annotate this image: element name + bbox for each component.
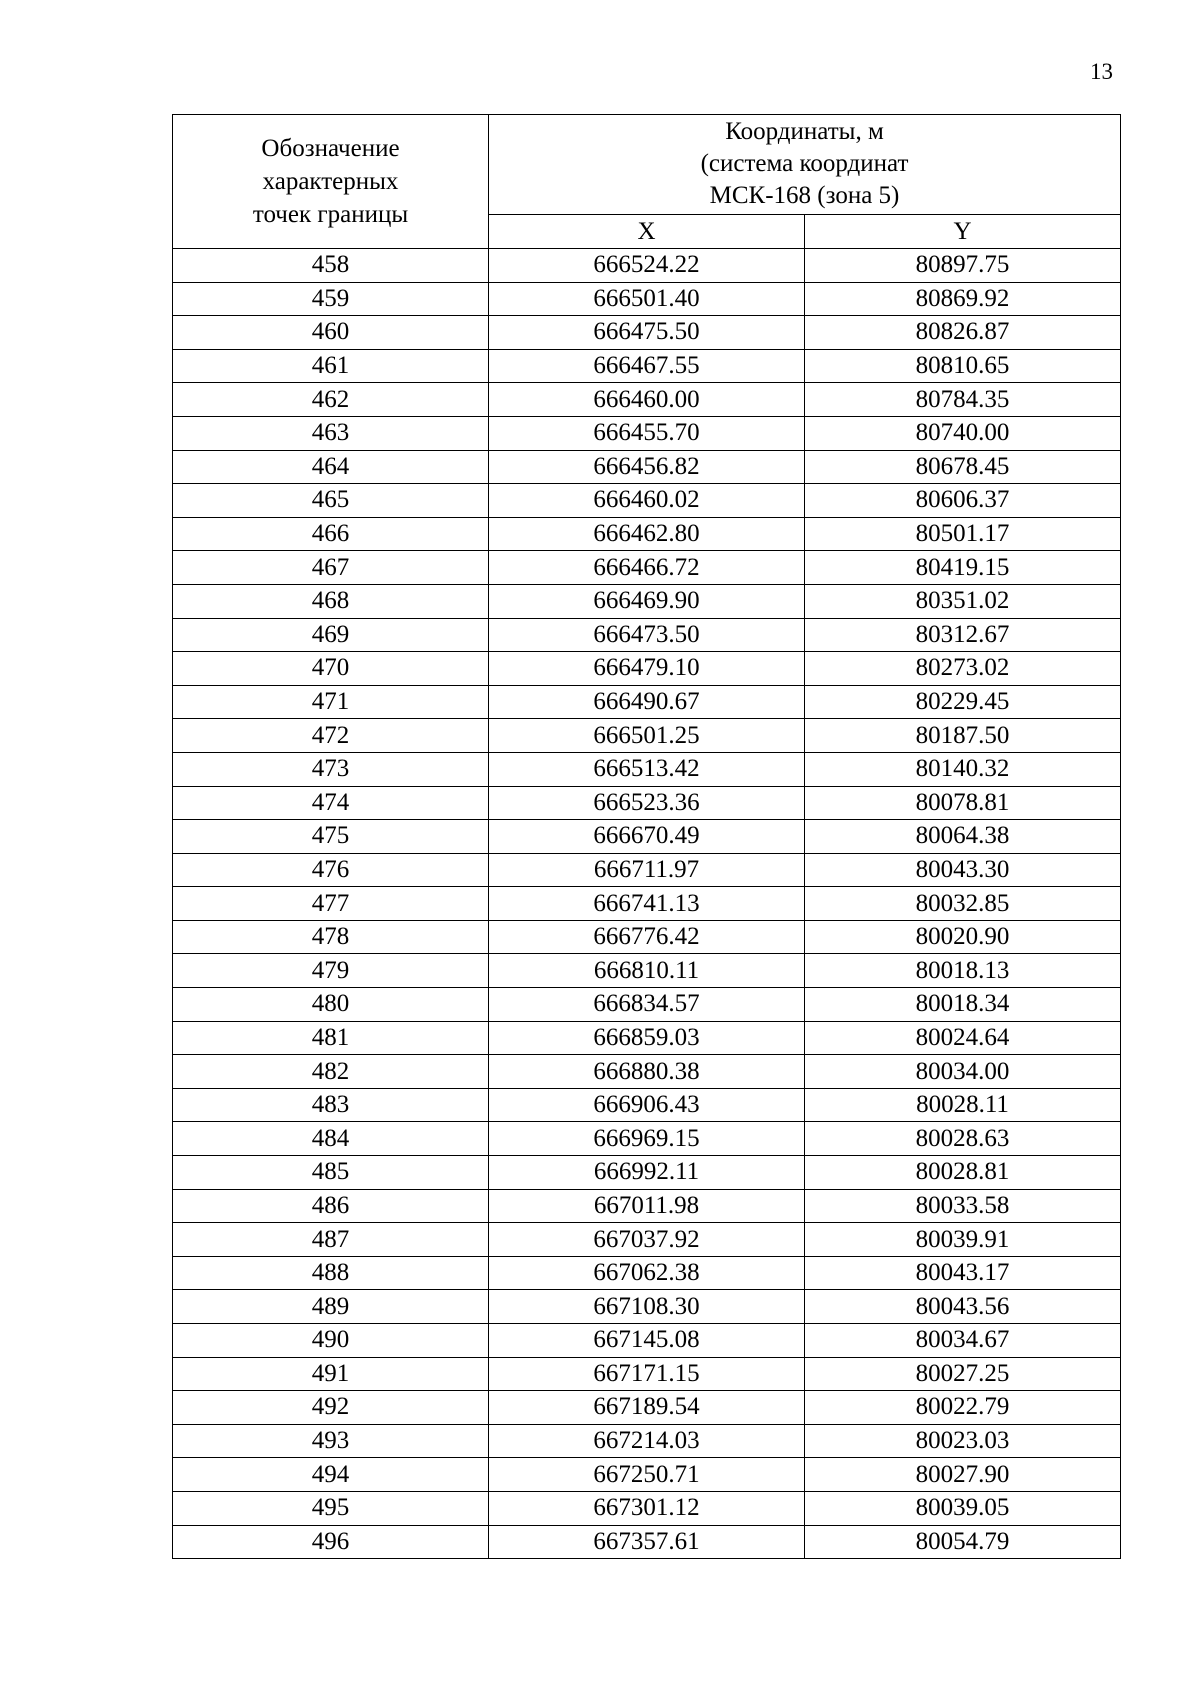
- x-coordinate-cell: 666460.00: [489, 383, 805, 417]
- table-row: [173, 282, 1121, 316]
- point-id-cell: 480: [173, 988, 489, 1022]
- point-id-cell: 475: [173, 820, 489, 854]
- table-row: [173, 517, 1121, 551]
- x-coordinate-cell: 666501.25: [489, 719, 805, 753]
- table-row: [173, 820, 1121, 854]
- x-coordinate-cell: 666523.36: [489, 786, 805, 820]
- point-id-cell: 468: [173, 584, 489, 618]
- table-row: [173, 1189, 1121, 1223]
- y-coordinate-cell: 80034.67: [805, 1324, 1121, 1358]
- x-coordinate-cell: 666906.43: [489, 1088, 805, 1122]
- x-coordinate-cell: 666513.42: [489, 752, 805, 786]
- table-row: [173, 1357, 1121, 1391]
- point-id-cell: 469: [173, 618, 489, 652]
- x-coordinate-cell: 666467.55: [489, 349, 805, 383]
- header-line: характерных: [262, 168, 399, 195]
- y-coordinate-cell: 80043.30: [805, 853, 1121, 887]
- x-coordinate-cell: 667108.30: [489, 1290, 805, 1324]
- table-row: [173, 920, 1121, 954]
- x-column-header: X: [489, 214, 805, 248]
- table-row: [173, 1156, 1121, 1190]
- table-row: [173, 685, 1121, 719]
- table-body: [173, 249, 1121, 1559]
- y-coordinate-cell: 80501.17: [805, 517, 1121, 551]
- table-row: [173, 1021, 1121, 1055]
- x-coordinate-cell: 666880.38: [489, 1055, 805, 1089]
- x-coordinate-cell: 666711.97: [489, 853, 805, 887]
- point-id-cell: 483: [173, 1088, 489, 1122]
- point-id-cell: 490: [173, 1324, 489, 1358]
- y-coordinate-cell: 80140.32: [805, 752, 1121, 786]
- table-row: [173, 484, 1121, 518]
- table-row: [173, 618, 1121, 652]
- y-coordinate-cell: 80022.79: [805, 1391, 1121, 1425]
- y-coordinate-cell: 80078.81: [805, 786, 1121, 820]
- x-coordinate-cell: 666969.15: [489, 1122, 805, 1156]
- point-id-cell: 464: [173, 450, 489, 484]
- x-coordinate-cell: 666455.70: [489, 416, 805, 450]
- point-id-cell: 473: [173, 752, 489, 786]
- y-coordinate-cell: 80869.92: [805, 282, 1121, 316]
- x-coordinate-cell: 666469.90: [489, 584, 805, 618]
- x-coordinate-cell: 666741.13: [489, 887, 805, 921]
- y-coordinate-cell: 80351.02: [805, 584, 1121, 618]
- x-coordinate-cell: 667171.15: [489, 1357, 805, 1391]
- point-id-cell: 467: [173, 551, 489, 585]
- table-row: [173, 249, 1121, 283]
- point-id-cell: 470: [173, 652, 489, 686]
- table-row: [173, 988, 1121, 1022]
- point-id-cell: 465: [173, 484, 489, 518]
- point-id-cell: 478: [173, 920, 489, 954]
- x-coordinate-cell: 666479.10: [489, 652, 805, 686]
- x-coordinate-cell: 666456.82: [489, 450, 805, 484]
- header-line: Координаты, м: [725, 118, 884, 146]
- table-row: [173, 853, 1121, 887]
- point-id-cell: 461: [173, 349, 489, 383]
- table-row: [173, 887, 1121, 921]
- point-designation-header: [173, 115, 489, 249]
- table-row: [173, 316, 1121, 350]
- point-id-cell: 488: [173, 1256, 489, 1290]
- x-coordinate-cell: 667037.92: [489, 1223, 805, 1257]
- y-coordinate-cell: 80810.65: [805, 349, 1121, 383]
- x-coordinate-cell: 666834.57: [489, 988, 805, 1022]
- x-coordinate-cell: 666776.42: [489, 920, 805, 954]
- x-coordinate-cell: 666462.80: [489, 517, 805, 551]
- point-id-cell: 466: [173, 517, 489, 551]
- x-coordinate-cell: 667301.12: [489, 1491, 805, 1525]
- table-row: [173, 1458, 1121, 1492]
- y-column-header: Y: [805, 214, 1121, 248]
- table-row: [173, 416, 1121, 450]
- point-id-cell: 472: [173, 719, 489, 753]
- table-row: [173, 1525, 1121, 1559]
- point-id-cell: 496: [173, 1525, 489, 1559]
- point-id-cell: 474: [173, 786, 489, 820]
- point-id-cell: 495: [173, 1491, 489, 1525]
- table-row: [173, 786, 1121, 820]
- x-coordinate-cell: 667062.38: [489, 1256, 805, 1290]
- y-coordinate-cell: 80897.75: [805, 249, 1121, 283]
- x-coordinate-cell: 667214.03: [489, 1424, 805, 1458]
- y-coordinate-cell: 80027.25: [805, 1357, 1121, 1391]
- point-id-cell: 460: [173, 316, 489, 350]
- table-row: [173, 1122, 1121, 1156]
- x-coordinate-cell: 666460.02: [489, 484, 805, 518]
- point-id-cell: 491: [173, 1357, 489, 1391]
- x-coordinate-cell: 666501.40: [489, 282, 805, 316]
- table-row: [173, 1324, 1121, 1358]
- x-coordinate-cell: 666859.03: [489, 1021, 805, 1055]
- y-coordinate-cell: 80032.85: [805, 887, 1121, 921]
- x-coordinate-cell: 667357.61: [489, 1525, 805, 1559]
- point-id-cell: 479: [173, 954, 489, 988]
- y-coordinate-cell: 80043.56: [805, 1290, 1121, 1324]
- point-id-cell: 485: [173, 1156, 489, 1190]
- point-id-cell: 492: [173, 1391, 489, 1425]
- y-coordinate-cell: 80039.05: [805, 1491, 1121, 1525]
- y-coordinate-cell: 80826.87: [805, 316, 1121, 350]
- y-coordinate-cell: 80419.15: [805, 551, 1121, 585]
- x-coordinate-cell: 666524.22: [489, 249, 805, 283]
- point-id-cell: 458: [173, 249, 489, 283]
- table-row: [173, 954, 1121, 988]
- table-row: [173, 1223, 1121, 1257]
- point-id-cell: 494: [173, 1458, 489, 1492]
- point-id-cell: 486: [173, 1189, 489, 1223]
- y-coordinate-cell: 80028.63: [805, 1122, 1121, 1156]
- point-id-cell: 482: [173, 1055, 489, 1089]
- header-line: МСК-168 (зона 5): [709, 182, 900, 210]
- point-id-cell: 487: [173, 1223, 489, 1257]
- table-row: [173, 1491, 1121, 1525]
- point-id-cell: 484: [173, 1122, 489, 1156]
- y-coordinate-cell: 80033.58: [805, 1189, 1121, 1223]
- table-row: [173, 1391, 1121, 1425]
- y-coordinate-cell: 80312.67: [805, 618, 1121, 652]
- x-coordinate-cell: 666810.11: [489, 954, 805, 988]
- y-coordinate-cell: 80043.17: [805, 1256, 1121, 1290]
- y-coordinate-cell: 80018.13: [805, 954, 1121, 988]
- x-coordinate-cell: 666992.11: [489, 1156, 805, 1190]
- table-row: [173, 584, 1121, 618]
- table-row: [173, 551, 1121, 585]
- y-coordinate-cell: 80028.81: [805, 1156, 1121, 1190]
- x-coordinate-cell: 666473.50: [489, 618, 805, 652]
- y-coordinate-cell: 80020.90: [805, 920, 1121, 954]
- table-row: [173, 383, 1121, 417]
- table-row: [173, 1290, 1121, 1324]
- y-coordinate-cell: 80740.00: [805, 416, 1121, 450]
- x-coordinate-cell: 666475.50: [489, 316, 805, 350]
- point-id-cell: 489: [173, 1290, 489, 1324]
- y-coordinate-cell: 80028.11: [805, 1088, 1121, 1122]
- header-line: точек границы: [252, 201, 409, 228]
- table-row: [173, 1256, 1121, 1290]
- point-id-cell: 493: [173, 1424, 489, 1458]
- point-id-cell: 463: [173, 416, 489, 450]
- x-coordinate-cell: 667145.08: [489, 1324, 805, 1358]
- header-line: (система координат: [700, 150, 909, 178]
- y-coordinate-cell: 80023.03: [805, 1424, 1121, 1458]
- y-coordinate-cell: 80187.50: [805, 719, 1121, 753]
- table-row: [173, 1424, 1121, 1458]
- y-coordinate-cell: 80678.45: [805, 450, 1121, 484]
- table-row: [173, 1055, 1121, 1089]
- table-row: [173, 652, 1121, 686]
- table-row: [173, 752, 1121, 786]
- y-coordinate-cell: 80039.91: [805, 1223, 1121, 1257]
- y-coordinate-cell: 80606.37: [805, 484, 1121, 518]
- table-row: [173, 450, 1121, 484]
- header-line: Обозначение: [261, 135, 400, 162]
- page-number: 13: [1090, 59, 1113, 84]
- table-row: [173, 1088, 1121, 1122]
- point-id-cell: 462: [173, 383, 489, 417]
- y-coordinate-cell: 80273.02: [805, 652, 1121, 686]
- x-coordinate-cell: 667250.71: [489, 1458, 805, 1492]
- x-coordinate-cell: 667011.98: [489, 1189, 805, 1223]
- y-coordinate-cell: 80024.64: [805, 1021, 1121, 1055]
- table-header: [173, 115, 1121, 249]
- table-row: [173, 719, 1121, 753]
- point-id-cell: 476: [173, 853, 489, 887]
- point-id-cell: 459: [173, 282, 489, 316]
- coordinates-header: [489, 115, 1121, 215]
- point-id-cell: 471: [173, 685, 489, 719]
- point-id-cell: 481: [173, 1021, 489, 1055]
- y-coordinate-cell: 80229.45: [805, 685, 1121, 719]
- x-coordinate-cell: 666466.72: [489, 551, 805, 585]
- y-coordinate-cell: 80034.00: [805, 1055, 1121, 1089]
- x-coordinate-cell: 667189.54: [489, 1391, 805, 1425]
- table-row: [173, 349, 1121, 383]
- point-id-cell: 477: [173, 887, 489, 921]
- y-coordinate-cell: 80018.34: [805, 988, 1121, 1022]
- coordinates-table: [172, 114, 1121, 1559]
- y-coordinate-cell: 80064.38: [805, 820, 1121, 854]
- y-coordinate-cell: 80784.35: [805, 383, 1121, 417]
- y-coordinate-cell: 80054.79: [805, 1525, 1121, 1559]
- y-coordinate-cell: 80027.90: [805, 1458, 1121, 1492]
- x-coordinate-cell: 666670.49: [489, 820, 805, 854]
- x-coordinate-cell: 666490.67: [489, 685, 805, 719]
